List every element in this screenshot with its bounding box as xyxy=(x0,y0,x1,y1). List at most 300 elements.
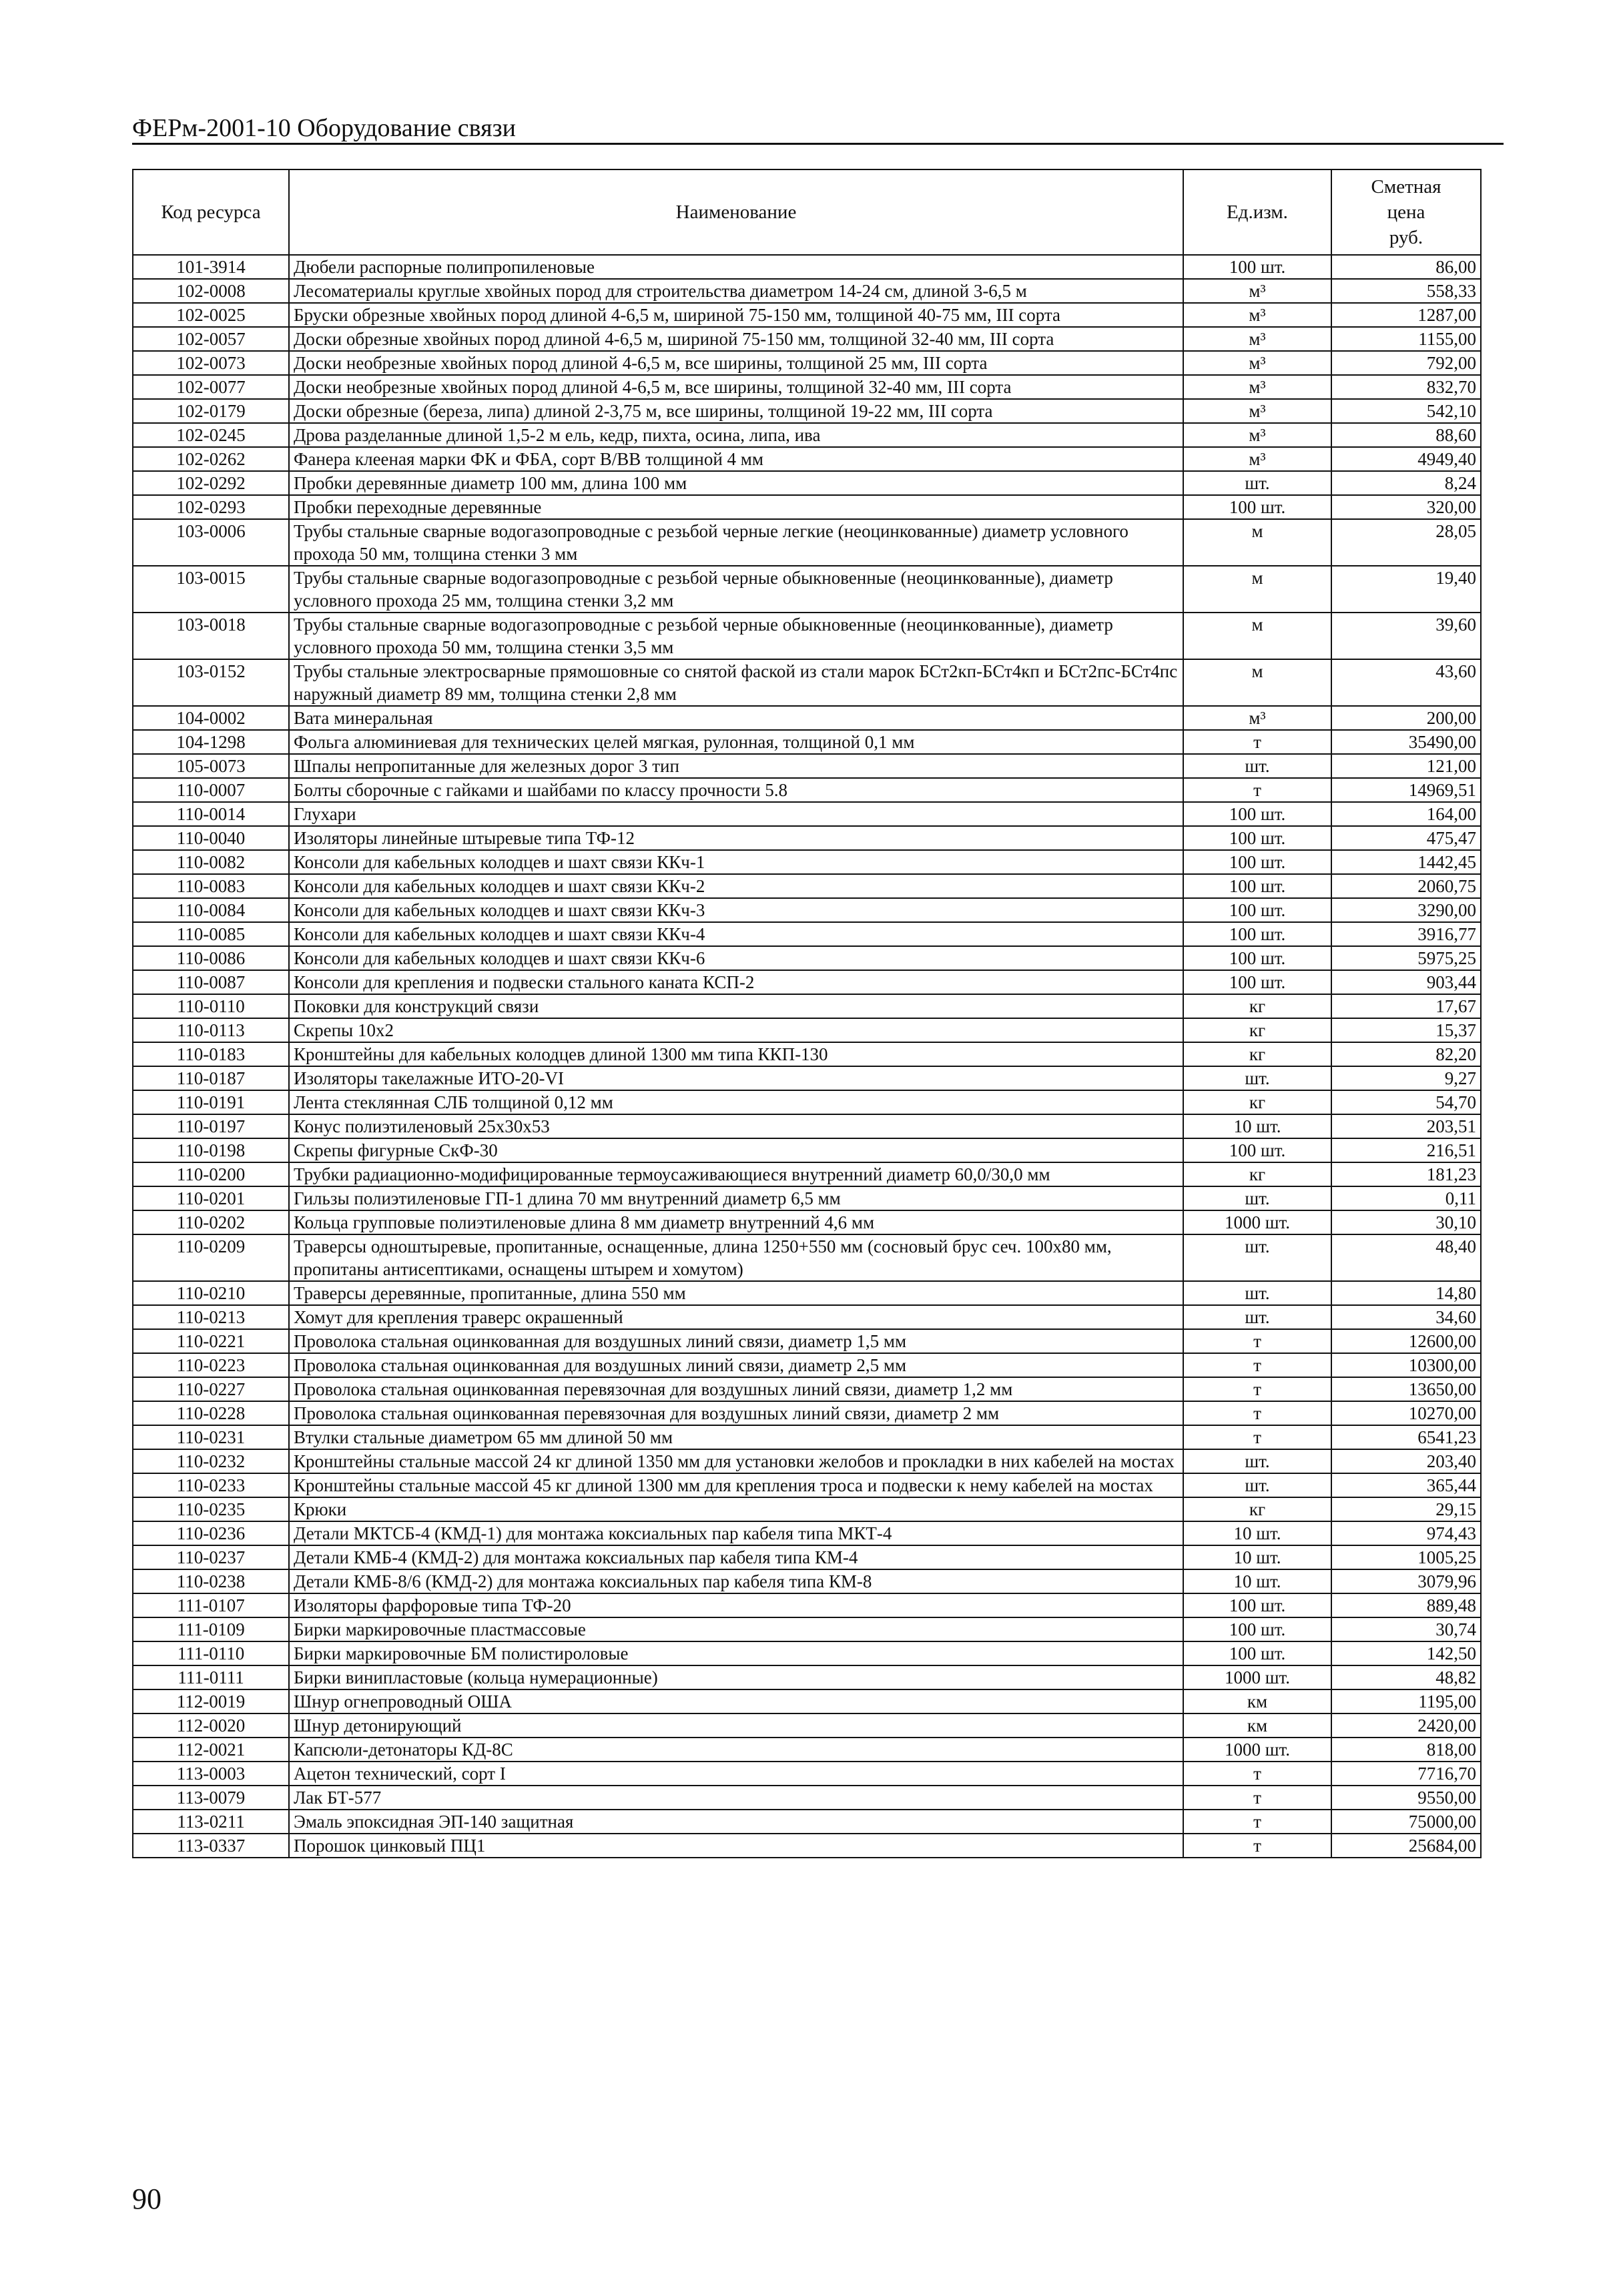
table-row xyxy=(133,1162,1481,1186)
cell-price: 17,67 xyxy=(1331,994,1481,1018)
cell-price: 15,37 xyxy=(1331,1018,1481,1042)
cell-unit: т xyxy=(1183,1377,1331,1401)
cell-unit: 10 шт. xyxy=(1183,1521,1331,1545)
table-row xyxy=(133,970,1481,994)
cell-unit: км xyxy=(1183,1713,1331,1738)
cell-code: 111-0111 xyxy=(133,1665,289,1689)
cell-price: 6541,23 xyxy=(1331,1425,1481,1449)
cell-code: 110-0209 xyxy=(133,1234,289,1281)
table-row xyxy=(133,1138,1481,1162)
cell-code: 110-0227 xyxy=(133,1377,289,1401)
cell-price: 1442,45 xyxy=(1331,850,1481,874)
cell-name: Доски обрезные (береза, липа) длиной 2-3,75 м, все ширины, толщиной 19-22 мм, III сорта xyxy=(289,399,1183,423)
table-row xyxy=(133,279,1481,303)
cell-name: Шнур детонирующий xyxy=(289,1713,1183,1738)
cell-name: Глухари xyxy=(289,802,1183,826)
cell-name: Консоли для кабельных колодцев и шахт связи ККч-3 xyxy=(289,898,1183,922)
cell-unit: 10 шт. xyxy=(1183,1569,1331,1593)
cell-price: 1287,00 xyxy=(1331,303,1481,327)
cell-price: 9550,00 xyxy=(1331,1786,1481,1810)
cell-price: 903,44 xyxy=(1331,970,1481,994)
cell-price: 3290,00 xyxy=(1331,898,1481,922)
cell-unit: м³ xyxy=(1183,375,1331,399)
table-row xyxy=(133,351,1481,375)
cell-price: 792,00 xyxy=(1331,351,1481,375)
table-row xyxy=(133,1738,1481,1762)
cell-price: 1195,00 xyxy=(1331,1689,1481,1713)
cell-unit: м³ xyxy=(1183,399,1331,423)
cell-name: Скрепы 10х2 xyxy=(289,1018,1183,1042)
cell-code: 103-0018 xyxy=(133,613,289,659)
cell-price: 0,11 xyxy=(1331,1186,1481,1210)
cell-unit: кг xyxy=(1183,1162,1331,1186)
cell-price: 43,60 xyxy=(1331,659,1481,706)
cell-name: Пробки переходные деревянные xyxy=(289,495,1183,519)
table-row xyxy=(133,303,1481,327)
table-row xyxy=(133,566,1481,613)
column-header-code: Код ресурса xyxy=(133,169,289,255)
cell-unit: м³ xyxy=(1183,303,1331,327)
cell-code: 110-0187 xyxy=(133,1066,289,1090)
cell-unit: 100 шт. xyxy=(1183,1138,1331,1162)
cell-unit: т xyxy=(1183,1834,1331,1858)
cell-price: 14,80 xyxy=(1331,1281,1481,1305)
cell-name: Трубы стальные сварные водогазопроводные с резьбой черные легкие (неоцинкованные) диаметр условного прохода 50 мм, толщина стенки 3 мм xyxy=(289,519,1183,566)
cell-unit: 1000 шт. xyxy=(1183,1738,1331,1762)
cell-price: 889,48 xyxy=(1331,1593,1481,1617)
cell-name: Доски обрезные хвойных пород длиной 4-6,5 м, шириной 75-150 мм, толщиной 32-40 мм, III сорта xyxy=(289,327,1183,351)
cell-price: 75000,00 xyxy=(1331,1810,1481,1834)
cell-unit: 100 шт. xyxy=(1183,495,1331,519)
table-row xyxy=(133,1617,1481,1641)
cell-code: 110-0198 xyxy=(133,1138,289,1162)
cell-unit: т xyxy=(1183,1425,1331,1449)
cell-name: Бруски обрезные хвойных пород длиной 4-6,5 м, шириной 75-150 мм, толщиной 40-75 мм, III сорта xyxy=(289,303,1183,327)
cell-unit: м³ xyxy=(1183,279,1331,303)
table-row xyxy=(133,754,1481,778)
cell-name: Фанера клееная марки ФК и ФБА, сорт В/ВВ толщиной 4 мм xyxy=(289,447,1183,471)
table-row xyxy=(133,706,1481,730)
cell-unit: м xyxy=(1183,519,1331,566)
cell-name: Трубы стальные электросварные прямошовные со снятой фаской из стали марок БСт2кп-БСт4кп и БСт2пс-БСт4пс наружный диаметр 89 мм, толщина стенки 2,8 мм xyxy=(289,659,1183,706)
cell-price: 1005,25 xyxy=(1331,1545,1481,1569)
cell-code: 105-0073 xyxy=(133,754,289,778)
cell-unit: 100 шт. xyxy=(1183,255,1331,279)
cell-code: 110-0210 xyxy=(133,1281,289,1305)
table-row xyxy=(133,1018,1481,1042)
cell-code: 102-0292 xyxy=(133,471,289,495)
cell-code: 110-0223 xyxy=(133,1353,289,1377)
cell-name: Фольга алюминиевая для технических целей мягкая, рулонная, толщиной 0,1 мм xyxy=(289,730,1183,754)
cell-code: 103-0006 xyxy=(133,519,289,566)
column-header-name: Наименование xyxy=(289,169,1183,255)
cell-code: 110-0237 xyxy=(133,1545,289,1569)
cell-price: 3079,96 xyxy=(1331,1569,1481,1593)
cell-name: Пробки деревянные диаметр 100 мм, длина 100 мм xyxy=(289,471,1183,495)
table-row xyxy=(133,1665,1481,1689)
cell-code: 111-0109 xyxy=(133,1617,289,1641)
document-title: ФЕРм-2001-10 Оборудование связи xyxy=(132,114,516,142)
cell-price: 818,00 xyxy=(1331,1738,1481,1762)
cell-name: Детали КМБ-8/6 (КМД-2) для монтажа коксиальных пар кабеля типа КМ-8 xyxy=(289,1569,1183,1593)
cell-price: 48,40 xyxy=(1331,1234,1481,1281)
cell-name: Траверсы одноштыревые, пропитанные, оснащенные, длина 1250+550 мм (сосновый брус сеч. 100х80 мм, пропитаны антисептиками, оснащены штырем и хомутом) xyxy=(289,1234,1183,1281)
cell-price: 88,60 xyxy=(1331,423,1481,447)
cell-price: 10300,00 xyxy=(1331,1353,1481,1377)
cell-unit: 10 шт. xyxy=(1183,1114,1331,1138)
cell-name: Кронштейны стальные массой 24 кг длиной 1350 мм для установки желобов и прокладки в них кабелей на мостах xyxy=(289,1449,1183,1473)
cell-name: Проволока стальная оцинкованная для воздушных линий связи, диаметр 2,5 мм xyxy=(289,1353,1183,1377)
cell-name: Консоли для кабельных колодцев и шахт связи ККч-2 xyxy=(289,874,1183,898)
cell-name: Кронштейны стальные массой 45 кг длиной 1300 мм для крепления троса и подвески к нему кабелей на мостах xyxy=(289,1473,1183,1497)
cell-code: 110-0083 xyxy=(133,874,289,898)
cell-price: 320,00 xyxy=(1331,495,1481,519)
cell-unit: шт. xyxy=(1183,471,1331,495)
cell-name: Капсюли-детонаторы КД-8С xyxy=(289,1738,1183,1762)
cell-unit: т xyxy=(1183,1786,1331,1810)
cell-price: 13650,00 xyxy=(1331,1377,1481,1401)
cell-code: 102-0008 xyxy=(133,279,289,303)
cell-code: 112-0021 xyxy=(133,1738,289,1762)
cell-unit: т xyxy=(1183,730,1331,754)
page-number: 90 xyxy=(132,2183,162,2215)
cell-unit: т xyxy=(1183,1353,1331,1377)
table-row xyxy=(133,922,1481,946)
cell-code: 110-0228 xyxy=(133,1401,289,1425)
cell-name: Изоляторы фарфоровые типа ТФ-20 xyxy=(289,1593,1183,1617)
cell-code: 102-0245 xyxy=(133,423,289,447)
cell-price: 142,50 xyxy=(1331,1641,1481,1665)
cell-name: Ацетон технический, сорт I xyxy=(289,1762,1183,1786)
cell-unit: шт. xyxy=(1183,1473,1331,1497)
cell-code: 110-0235 xyxy=(133,1497,289,1521)
cell-unit: т xyxy=(1183,1401,1331,1425)
cell-price: 832,70 xyxy=(1331,375,1481,399)
cell-code: 110-0110 xyxy=(133,994,289,1018)
cell-unit: 100 шт. xyxy=(1183,898,1331,922)
cell-unit: шт. xyxy=(1183,1305,1331,1329)
cell-price: 48,82 xyxy=(1331,1665,1481,1689)
cell-code: 102-0057 xyxy=(133,327,289,351)
table-row xyxy=(133,1593,1481,1617)
resource-price-table xyxy=(132,169,1482,1858)
cell-price: 542,10 xyxy=(1331,399,1481,423)
cell-code: 110-0200 xyxy=(133,1162,289,1186)
cell-name: Трубки радиационно-модифицированные термоусаживающиеся внутренний диаметр 60,0/30,0 мм xyxy=(289,1162,1183,1186)
column-header-price: Сметная цена руб. xyxy=(1331,169,1481,255)
cell-unit: 100 шт. xyxy=(1183,850,1331,874)
table-row xyxy=(133,802,1481,826)
page-header xyxy=(132,113,1504,145)
cell-price: 8,24 xyxy=(1331,471,1481,495)
table-row xyxy=(133,1234,1481,1281)
cell-code: 110-0232 xyxy=(133,1449,289,1473)
cell-name: Консоли для кабельных колодцев и шахт связи ККч-6 xyxy=(289,946,1183,970)
cell-unit: м³ xyxy=(1183,351,1331,375)
cell-unit: шт. xyxy=(1183,754,1331,778)
cell-price: 12600,00 xyxy=(1331,1329,1481,1353)
cell-name: Траверсы деревянные, пропитанные, длина 550 мм xyxy=(289,1281,1183,1305)
table-row xyxy=(133,1042,1481,1066)
cell-unit: кг xyxy=(1183,1497,1331,1521)
table-row xyxy=(133,519,1481,566)
table-row xyxy=(133,1810,1481,1834)
cell-unit: м³ xyxy=(1183,447,1331,471)
cell-price: 203,51 xyxy=(1331,1114,1481,1138)
cell-code: 103-0015 xyxy=(133,566,289,613)
cell-unit: 100 шт. xyxy=(1183,826,1331,850)
cell-price: 181,23 xyxy=(1331,1162,1481,1186)
cell-name: Втулки стальные диаметром 65 мм длиной 50 мм xyxy=(289,1425,1183,1449)
cell-code: 110-0213 xyxy=(133,1305,289,1329)
cell-price: 34,60 xyxy=(1331,1305,1481,1329)
table-row xyxy=(133,1329,1481,1353)
cell-unit: кг xyxy=(1183,1018,1331,1042)
table-row xyxy=(133,1689,1481,1713)
table-row xyxy=(133,994,1481,1018)
cell-price: 3916,77 xyxy=(1331,922,1481,946)
cell-name: Консоли для кабельных колодцев и шахт связи ККч-4 xyxy=(289,922,1183,946)
cell-price: 365,44 xyxy=(1331,1473,1481,1497)
cell-price: 19,40 xyxy=(1331,566,1481,613)
cell-name: Шпалы непропитанные для железных дорог 3 тип xyxy=(289,754,1183,778)
cell-price: 558,33 xyxy=(1331,279,1481,303)
cell-name: Проволока стальная оцинкованная перевязочная для воздушных линий связи, диаметр 1,2 мм xyxy=(289,1377,1183,1401)
table-row xyxy=(133,399,1481,423)
cell-name: Кронштейны для кабельных колодцев длиной 1300 мм типа ККП-130 xyxy=(289,1042,1183,1066)
cell-name: Конус полиэтиленовый 25х30х53 xyxy=(289,1114,1183,1138)
cell-code: 110-0084 xyxy=(133,898,289,922)
column-header-unit: Ед.изм. xyxy=(1183,169,1331,255)
table-row xyxy=(133,255,1481,279)
cell-unit: 1000 шт. xyxy=(1183,1665,1331,1689)
cell-unit: 10 шт. xyxy=(1183,1545,1331,1569)
cell-code: 102-0073 xyxy=(133,351,289,375)
cell-name: Вата минеральная xyxy=(289,706,1183,730)
cell-code: 110-0082 xyxy=(133,850,289,874)
cell-code: 113-0079 xyxy=(133,1786,289,1810)
table-row xyxy=(133,1210,1481,1234)
cell-name: Детали КМБ-4 (КМД-2) для монтажа коксиальных пар кабеля типа КМ-4 xyxy=(289,1545,1183,1569)
cell-price: 200,00 xyxy=(1331,706,1481,730)
cell-price: 10270,00 xyxy=(1331,1401,1481,1425)
table-row xyxy=(133,850,1481,874)
cell-unit: кг xyxy=(1183,1042,1331,1066)
cell-code: 111-0107 xyxy=(133,1593,289,1617)
cell-price: 82,20 xyxy=(1331,1042,1481,1066)
cell-name: Лента стеклянная СЛБ толщиной 0,12 мм xyxy=(289,1090,1183,1114)
table-row xyxy=(133,1186,1481,1210)
cell-name: Шнур огнепроводный ОША xyxy=(289,1689,1183,1713)
table-row xyxy=(133,1401,1481,1425)
cell-price: 25684,00 xyxy=(1331,1834,1481,1858)
cell-price: 7716,70 xyxy=(1331,1762,1481,1786)
cell-code: 104-1298 xyxy=(133,730,289,754)
cell-code: 112-0019 xyxy=(133,1689,289,1713)
cell-name: Трубы стальные сварные водогазопроводные с резьбой черные обыкновенные (неоцинкованные), диаметр условного прохода 50 мм, толщина стенки 3,5 мм xyxy=(289,613,1183,659)
table-row xyxy=(133,1449,1481,1473)
cell-code: 110-0201 xyxy=(133,1186,289,1210)
cell-unit: 100 шт. xyxy=(1183,1641,1331,1665)
cell-price: 54,70 xyxy=(1331,1090,1481,1114)
cell-name: Бирки маркировочные пластмассовые xyxy=(289,1617,1183,1641)
cell-name: Бирки винипластовые (кольца нумерационные) xyxy=(289,1665,1183,1689)
cell-unit: 100 шт. xyxy=(1183,1617,1331,1641)
cell-name: Скрепы фигурные СкФ-30 xyxy=(289,1138,1183,1162)
cell-price: 39,60 xyxy=(1331,613,1481,659)
table-row xyxy=(133,1066,1481,1090)
cell-name: Проволока стальная оцинкованная для воздушных линий связи, диаметр 1,5 мм xyxy=(289,1329,1183,1353)
cell-code: 113-0003 xyxy=(133,1762,289,1786)
cell-unit: 100 шт. xyxy=(1183,970,1331,994)
cell-name: Изоляторы такелажные ИТО-20-VI xyxy=(289,1066,1183,1090)
table-row xyxy=(133,898,1481,922)
table-row xyxy=(133,1545,1481,1569)
cell-code: 110-0221 xyxy=(133,1329,289,1353)
cell-price: 121,00 xyxy=(1331,754,1481,778)
table-row xyxy=(133,1114,1481,1138)
cell-code: 110-0087 xyxy=(133,970,289,994)
cell-unit: 100 шт. xyxy=(1183,922,1331,946)
table-row xyxy=(133,826,1481,850)
cell-name: Крюки xyxy=(289,1497,1183,1521)
cell-unit: м xyxy=(1183,613,1331,659)
cell-name: Доски необрезные хвойных пород длиной 4-6,5 м, все ширины, толщиной 32-40 мм, III сорта xyxy=(289,375,1183,399)
cell-name: Болты сборочные с гайками и шайбами по классу прочности 5.8 xyxy=(289,778,1183,802)
cell-code: 110-0233 xyxy=(133,1473,289,1497)
cell-code: 110-0014 xyxy=(133,802,289,826)
cell-unit: 1000 шт. xyxy=(1183,1210,1331,1234)
cell-unit: м xyxy=(1183,659,1331,706)
cell-unit: кг xyxy=(1183,994,1331,1018)
table-row xyxy=(133,1425,1481,1449)
cell-price: 1155,00 xyxy=(1331,327,1481,351)
cell-code: 101-3914 xyxy=(133,255,289,279)
cell-name: Гильзы полиэтиленовые ГП-1 длина 70 мм внутренний диаметр 6,5 мм xyxy=(289,1186,1183,1210)
table-row xyxy=(133,1713,1481,1738)
table-row xyxy=(133,1834,1481,1858)
cell-price: 4949,40 xyxy=(1331,447,1481,471)
cell-price: 974,43 xyxy=(1331,1521,1481,1545)
cell-price: 35490,00 xyxy=(1331,730,1481,754)
table-row xyxy=(133,375,1481,399)
cell-code: 102-0179 xyxy=(133,399,289,423)
cell-code: 110-0183 xyxy=(133,1042,289,1066)
table-row xyxy=(133,730,1481,754)
cell-code: 110-0086 xyxy=(133,946,289,970)
cell-name: Хомут для крепления траверс окрашенный xyxy=(289,1305,1183,1329)
cell-price: 30,10 xyxy=(1331,1210,1481,1234)
cell-price: 86,00 xyxy=(1331,255,1481,279)
table-row xyxy=(133,327,1481,351)
cell-name: Порошок цинковый ПЦ1 xyxy=(289,1834,1183,1858)
table-row xyxy=(133,1521,1481,1545)
cell-name: Кольца групповые полиэтиленовые длина 8 мм диаметр внутренний 4,6 мм xyxy=(289,1210,1183,1234)
table-body xyxy=(133,255,1481,1858)
cell-price: 9,27 xyxy=(1331,1066,1481,1090)
cell-name: Проволока стальная оцинкованная перевязочная для воздушных линий связи, диаметр 2 мм xyxy=(289,1401,1183,1425)
cell-code: 113-0337 xyxy=(133,1834,289,1858)
cell-price: 216,51 xyxy=(1331,1138,1481,1162)
table-row xyxy=(133,1473,1481,1497)
cell-unit: шт. xyxy=(1183,1281,1331,1305)
cell-code: 110-0238 xyxy=(133,1569,289,1593)
cell-unit: км xyxy=(1183,1689,1331,1713)
cell-unit: кг xyxy=(1183,1090,1331,1114)
cell-unit: шт. xyxy=(1183,1066,1331,1090)
table-row xyxy=(133,1762,1481,1786)
cell-price: 164,00 xyxy=(1331,802,1481,826)
cell-name: Дрова разделанные длиной 1,5-2 м ель, кедр, пихта, осина, липа, ива xyxy=(289,423,1183,447)
cell-name: Трубы стальные сварные водогазопроводные с резьбой черные обыкновенные (неоцинкованные), диаметр условного прохода 25 мм, толщина стенки 3,2 мм xyxy=(289,566,1183,613)
cell-price: 203,40 xyxy=(1331,1449,1481,1473)
cell-unit: шт. xyxy=(1183,1186,1331,1210)
cell-unit: 100 шт. xyxy=(1183,946,1331,970)
cell-code: 103-0152 xyxy=(133,659,289,706)
cell-price: 14969,51 xyxy=(1331,778,1481,802)
cell-code: 110-0040 xyxy=(133,826,289,850)
cell-unit: м³ xyxy=(1183,706,1331,730)
table-row xyxy=(133,1377,1481,1401)
cell-price: 30,74 xyxy=(1331,1617,1481,1641)
cell-price: 475,47 xyxy=(1331,826,1481,850)
table-row xyxy=(133,1569,1481,1593)
cell-code: 102-0293 xyxy=(133,495,289,519)
cell-price: 2420,00 xyxy=(1331,1713,1481,1738)
cell-name: Эмаль эпоксидная ЭП-140 защитная xyxy=(289,1810,1183,1834)
cell-code: 113-0211 xyxy=(133,1810,289,1834)
table-row xyxy=(133,1090,1481,1114)
cell-price: 29,15 xyxy=(1331,1497,1481,1521)
cell-unit: 100 шт. xyxy=(1183,802,1331,826)
table-row xyxy=(133,495,1481,519)
cell-code: 110-0007 xyxy=(133,778,289,802)
cell-name: Изоляторы линейные штыревые типа ТФ-12 xyxy=(289,826,1183,850)
cell-unit: т xyxy=(1183,1810,1331,1834)
cell-unit: м³ xyxy=(1183,423,1331,447)
table-row xyxy=(133,1641,1481,1665)
cell-unit: шт. xyxy=(1183,1234,1331,1281)
cell-code: 110-0085 xyxy=(133,922,289,946)
table-row xyxy=(133,447,1481,471)
table-row xyxy=(133,423,1481,447)
cell-code: 110-0202 xyxy=(133,1210,289,1234)
cell-name: Бирки маркировочные БМ полистироловые xyxy=(289,1641,1183,1665)
cell-unit: 100 шт. xyxy=(1183,874,1331,898)
cell-name: Консоли для кабельных колодцев и шахт связи ККч-1 xyxy=(289,850,1183,874)
table-header-row xyxy=(133,169,1481,255)
cell-code: 102-0262 xyxy=(133,447,289,471)
table-row xyxy=(133,874,1481,898)
table-row xyxy=(133,778,1481,802)
table-row xyxy=(133,1353,1481,1377)
cell-code: 110-0197 xyxy=(133,1114,289,1138)
cell-unit: м xyxy=(1183,566,1331,613)
cell-code: 110-0231 xyxy=(133,1425,289,1449)
cell-code: 112-0020 xyxy=(133,1713,289,1738)
cell-code: 102-0077 xyxy=(133,375,289,399)
cell-name: Детали МКТСБ-4 (КМД-1) для монтажа коксиальных пар кабеля типа МКТ-4 xyxy=(289,1521,1183,1545)
cell-code: 102-0025 xyxy=(133,303,289,327)
cell-unit: шт. xyxy=(1183,1449,1331,1473)
cell-name: Поковки для конструкций связи xyxy=(289,994,1183,1018)
cell-code: 110-0236 xyxy=(133,1521,289,1545)
cell-name: Доски необрезные хвойных пород длиной 4-6,5 м, все ширины, толщиной 25 мм, III сорта xyxy=(289,351,1183,375)
cell-name: Дюбели распорные полипропиленовые xyxy=(289,255,1183,279)
cell-price: 5975,25 xyxy=(1331,946,1481,970)
table-row xyxy=(133,1281,1481,1305)
table-row xyxy=(133,471,1481,495)
